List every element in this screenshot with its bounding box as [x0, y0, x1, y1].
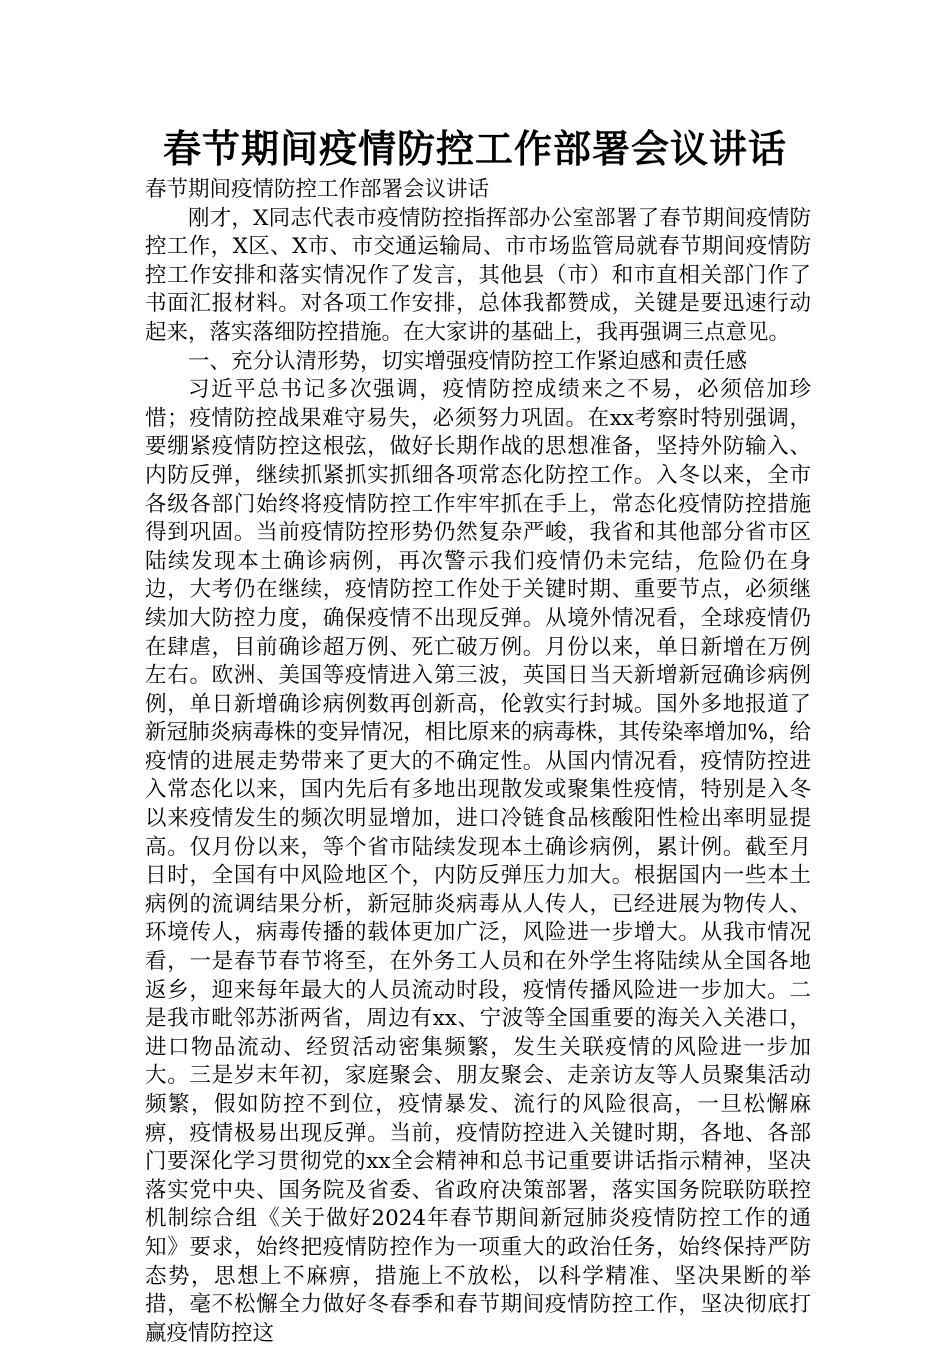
- document-body: [145, 176, 811, 1348]
- paragraph-intro: 刚才，X同志代表市疫情防控指挥部办公室部署了春节期间疫情防控工作，X区、X市、市交通运输局、市市场监管局就春节期间疫情防控工作安排和落实情况作了发言，其他县（市）和市直相关部门作了书面汇报材料。对各项工作安排，总体我都赞成，关键是要迅速行动起来，落实落细防控措施。在大家讲的基础上，我再强调三点意见。: [145, 205, 811, 345]
- document-subtitle: 春节期间疫情防控工作部署会议讲话: [145, 177, 490, 202]
- paragraph-situation: 习近平总书记多次强调，疫情防控成绩来之不易，必须倍加珍惜；疫情防控战果难守易失，必须努力巩固。在xx考察时特别强调，要绷紧疫情防控这根弦，做好长期作战的思想准备，坚持外防输入、内防反弹，继续抓紧抓实抓细各项常态化防控工作。入冬以来，全市各级各部门始终将疫情防控工作牢牢抓在手上，常态化疫情防控措施得到巩固。当前疫情防控形势仍然复杂严峻，我省和其他部分省市区陆续发现本土确诊病例，再次警示我们疫情仍未完结，危险仍在身边，大考仍在继续，疫情防控工作处于关键时期、重要节点，必须继续加大防控力度，确保疫情不出现反弹。从境外情况看，全球疫情仍在肆虐，目前确诊超万例、死亡破万例。月份以来，单日新增在万例左右。欧洲、美国等疫情进入第三波，英国日当天新增新冠确诊病例例，单日新增确诊病例数再创新高，伦敦实行封城。国外多地报道了新冠肺炎病毒株的变异情况，相比原来的病毒株，其传染率增加%，给疫情的进展走势带来了更大的不确定性。从国内情况看，疫情防控进入常态化以来，国内先后有多地出现散发或聚集性疫情，特别是入冬以来疫情发生的频次明显增加，进口冷链食品核酸阳性检出率明显提高。仅月份以来，等个省市陆续发现本土确诊病例，累计例。截至月日时，全国有中风险地区个，内防反弹压力加大。根据国内一些本土病例的流调结果分析，新冠肺炎病毒从人传人，已经进展为物传人、环境传人，病毒传播的载体更加广泛，风险进一步增大。从我市情况看，一是春节春节将至，在外务工人员和在外学生将陆续从全国各地返乡，迎来每年最大的人员流动时段，疫情传播风险进一步加大。二是我市毗邻苏浙两省，周边有xx、宁波等全国重要的海关入关港口，进口物品流动、经贸活动密集频繁，发生关联疫情的风险进一步加大。三是岁末年初，家庭聚会、朋友聚会、走亲访友等人员聚集活动频繁，假如防控不到位，疫情暴发、流行的风险很高，一旦松懈麻痹，疫情极易出现反弹。当前，疫情防控进入关键时期，各地、各部门要深化学习贯彻党的xx全会精神和总书记重要讲话指示精神，坚决落实党中央、国务院及省委、省政府决策部署，落实国务院联防联控机制综合组《关于做好2024年春节期间新冠肺炎疫情防控工作的通知》要求，始终把疫情防控作为一项重大的政治任务，始终保持严防态势，思想上不麻痹，措施上不放松，以科学精准、坚决果断的举措，毫不松懈全力做好冬春季和春节期间疫情防控工作，坚决彻底打赢疫情防控这: [145, 377, 811, 1346]
- document-title: 春节期间疫情防控工作部署会议讲话: [162, 126, 787, 171]
- section-heading-1: 一、充分认清形势，切实增强疫情防控工作紧迫感和责任感: [188, 348, 748, 374]
